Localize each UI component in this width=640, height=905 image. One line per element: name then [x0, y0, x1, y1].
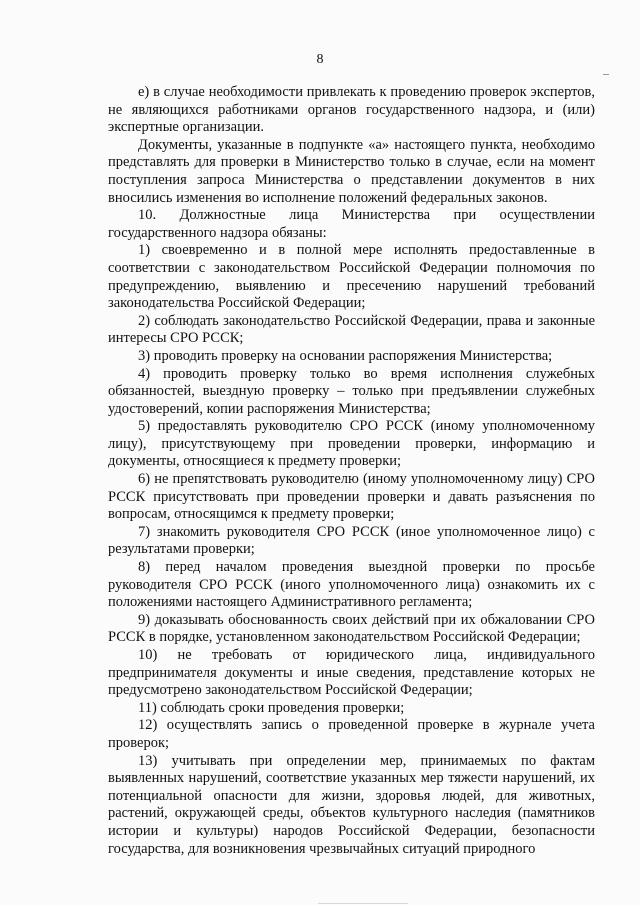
paragraph: 4) проводить проверку только во время исполнения служебных обязанностей, выездную проверку – только при предъявлении служебных удостоверений, копии распоряжения Министерства;	[108, 365, 595, 417]
paragraph: 13) учитывать при определении мер, принимаемых по фактам выявленных нарушений, соответствие указанных мер тяжести нарушений, их потенциальной опасности для жизни, здоровья людей, для животных, растений, окружающей среды, объектов культурного наследия (памятников истории и культуры) народов Российской Федерации, безопасности государства, для возникновения чрезвычайных ситуаций природного	[108, 752, 595, 857]
paragraph: 10) не требовать от юридического лица, индивидуального предпринимателя документы и иные сведения, представление которых не предусмотрено законодательством Российской Федерации;	[108, 647, 595, 699]
paragraph: 7) знакомить руководителя СРО РССК (иное уполномоченное лицо) с результатами проверки;	[108, 523, 595, 558]
page-number: 8	[316, 52, 324, 67]
paragraph: 1) своевременно и в полной мере исполнять предоставленные в соответствии с законодательством Российской Федерации полномочия по предупреждению, выявлению и пресечению нарушений требований законодательства Российской Федерации;	[108, 242, 595, 312]
paragraph: Документы, указанные в подпункте «а» настоящего пункта, необходимо представлять для проверки в Министерство только в случае, если на момент поступления запроса Министерства о представлении документов в них вносились изменения во исполнение положений федеральных законов.	[108, 136, 595, 206]
paragraph: 10. Должностные лица Министерства при осуществлении государственного надзора обязаны:	[108, 207, 595, 241]
paragraph: 5) предоставлять руководителю СРО РССК (иному уполномоченному лицу), присутствующему при проведении проверки, информацию и документы, относящиеся к предмету проверки;	[108, 418, 595, 470]
paragraph: 9) доказывать обоснованность своих действий при их обжаловании СРО РССК в порядке, установленном законодательством Российской Федерации;	[108, 611, 595, 646]
paragraph: 8) перед началом проведения выездной проверки по просьбе руководителя СРО РССК (иного уполномоченного лица) ознакомить их с положениями настоящего Административного регламента;	[108, 559, 595, 611]
document-body	[108, 84, 595, 858]
paragraph: 2) соблюдать законодательство Российской Федерации, права и законные интересы СРО РССК;	[108, 312, 595, 347]
paragraph: 6) не препятствовать руководителю (иному уполномоченному лицу) СРО РССК присутствовать при проведении проверки и давать разъяснения по вопросам, относящимся к предмету проверки;	[108, 471, 595, 523]
paragraph: 11) соблюдать сроки проведения проверки;	[138, 699, 405, 716]
scan-edge-mark	[603, 74, 609, 75]
paragraph: 3) проводить проверку на основании распоряжения Министерства;	[138, 347, 553, 364]
paragraph: 12) осуществлять запись о проведенной проверке в журнале учета проверок;	[108, 717, 595, 751]
scan-bottom-line	[318, 903, 408, 904]
paragraph: е) в случае необходимости привлекать к проведению проверок экспертов, не являющихся работниками органов государственного надзора, и (или) экспертные организации.	[108, 84, 595, 136]
